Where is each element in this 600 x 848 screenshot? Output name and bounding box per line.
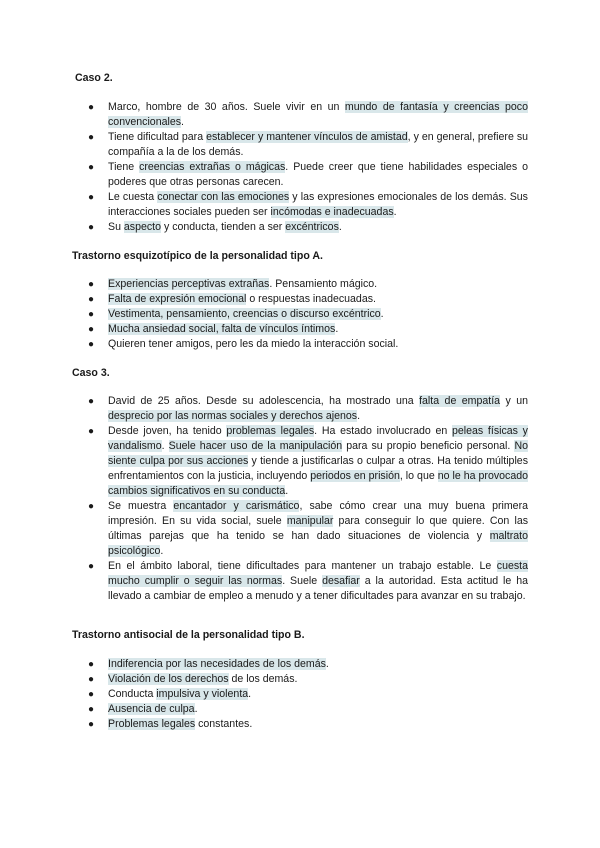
- bullet-icon: ●: [88, 309, 95, 320]
- bullet-icon: ●: [88, 501, 95, 512]
- bullet-icon: ●: [88, 689, 95, 700]
- bullet-icon: ●: [88, 132, 95, 143]
- bullet-icon: ●: [88, 396, 95, 407]
- bullet-icon: ●: [88, 704, 95, 715]
- bullet-icon: ●: [88, 674, 95, 685]
- highlighted-text: desprecio por las normas sociales y derechos ajenos: [108, 410, 358, 422]
- highlighted-text: Suele hacer uso de la manipulación: [168, 440, 343, 452]
- highlighted-text: Vestimenta, pensamiento, creencias o discurso excéntrico: [108, 308, 381, 320]
- list-item-text: Quieren tener amigos, pero les da miedo la interacción social.: [108, 338, 399, 350]
- highlighted-text: creencias extrañas o mágicas: [139, 161, 286, 173]
- bullet-icon: ●: [88, 162, 95, 173]
- highlighted-text: Indiferencia por las necesidades de los demás: [108, 658, 326, 670]
- list-item-text: para conseguir lo que quiere. Con las últimas parejas que ha tenido se han dado situaciones de violencia y: [108, 515, 529, 542]
- list-item-text: o respuestas inadecuadas.: [246, 293, 376, 305]
- highlighted-text: periodos en prisión: [310, 470, 400, 482]
- highlighted-text: falta de empatía: [419, 395, 501, 407]
- list-item-text: .: [393, 206, 397, 218]
- highlighted-text: aspecto: [123, 221, 162, 233]
- bullet-icon: ●: [88, 279, 95, 290]
- list-item: [86, 307, 528, 322]
- highlighted-text: peleas físicas y vandalismo: [108, 425, 528, 452]
- list-item: [86, 160, 528, 190]
- highlighted-text: manipular: [286, 515, 334, 527]
- list-item: [86, 499, 528, 559]
- highlighted-text: Mucha ansiedad social, falta de vínculos íntimos: [108, 323, 336, 335]
- list-item: [86, 130, 528, 160]
- list-item: [86, 394, 528, 424]
- list-item-text: .: [160, 545, 164, 557]
- highlighted-text: no le ha provocado cambios significativos en su conducta: [108, 470, 528, 497]
- highlighted-text: desafiar: [322, 575, 360, 587]
- highlighted-text: Ausencia de culpa: [108, 703, 195, 715]
- list-item-text: y tiende a justificarlas o culpar a otras. Ha tenido múltiples enfrentamientos con la justicia, incluyendo: [108, 455, 528, 482]
- list-item-text: .: [161, 440, 169, 452]
- disorder-a-heading: Trastorno esquizotípico de la personalidad tipo A.: [72, 250, 323, 262]
- list-item-text: , sabe cómo crear una muy buena primera impresión. En su vida social, suele: [108, 500, 528, 527]
- list-item-text: Se muestra: [108, 500, 174, 512]
- list-item-text: .: [285, 485, 289, 497]
- list-item-text: Conducta: [108, 688, 157, 700]
- list-item-text: . Suele: [282, 575, 323, 587]
- highlighted-text: No siente culpa por sus acciones: [108, 440, 528, 467]
- highlighted-text: incómodas e inadecuadas: [270, 206, 394, 218]
- case-3-heading: Caso 3.: [72, 367, 110, 379]
- list-item-text: constantes.: [195, 718, 253, 730]
- list-item-text: Tiene: [108, 161, 140, 173]
- highlighted-text: Problemas legales: [108, 718, 196, 730]
- bullet-icon: ●: [88, 339, 95, 350]
- list-item: [86, 559, 528, 604]
- list-item-text: , y en general, prefiere su compañía a la de los demás.: [108, 131, 529, 158]
- list-item-text: .: [338, 221, 342, 233]
- list-item: [86, 277, 528, 292]
- highlighted-text: maltrato psicológico: [108, 530, 528, 557]
- highlighted-text: mundo de fantasía y creencias poco convencionales: [108, 101, 528, 128]
- list-item: [86, 672, 528, 687]
- list-item: [86, 687, 528, 702]
- list-item-text: Tiene dificultad para: [108, 131, 207, 143]
- list-item: [86, 657, 528, 672]
- list-item-text: Desde joven, ha tenido: [108, 425, 227, 437]
- bullet-icon: ●: [88, 719, 95, 730]
- list-item: [86, 717, 528, 732]
- bullet-icon: ●: [88, 561, 95, 572]
- highlighted-text: establecer y mantener vínculos de amistad: [206, 131, 408, 143]
- highlighted-text: conectar con las emociones: [157, 191, 290, 203]
- list-item-text: .: [335, 323, 339, 335]
- list-item-text: . Ha estado involucrado en: [314, 425, 452, 437]
- list-item-text: , lo que: [399, 470, 438, 482]
- list-item-text: En el ámbito laboral, tiene dificultades para mantener un trabajo estable. Le: [108, 560, 497, 572]
- case-2-list: [86, 100, 528, 235]
- highlighted-text: cuesta mucho cumplir o seguir las normas: [108, 560, 528, 587]
- list-item: [86, 292, 528, 307]
- list-item-text: .: [325, 658, 329, 670]
- list-item-text: .: [357, 410, 361, 422]
- list-item-text: a la autoridad. Esta actitud le ha llevado a cambiar de empleo a menudo y a tener dificultades para avanzar en su trabajo.: [108, 575, 528, 602]
- list-item-text: .: [194, 703, 198, 715]
- bullet-icon: ●: [88, 102, 95, 113]
- case-3-list: [86, 394, 528, 604]
- list-item-text: y un: [500, 395, 528, 407]
- bullet-icon: ●: [88, 426, 95, 437]
- list-item-text: Le cuesta: [108, 191, 158, 203]
- list-item-text: .: [248, 688, 252, 700]
- disorder-b-list: [86, 657, 528, 732]
- case-2-heading: Caso 2.: [75, 72, 113, 84]
- bullet-icon: ●: [88, 192, 95, 203]
- disorder-b-heading: Trastorno antisocial de la personalidad tipo B.: [72, 629, 305, 641]
- list-item-text: . Puede creer que tiene habilidades especiales o poderes que otras personas carecen.: [108, 161, 528, 188]
- bullet-icon: ●: [88, 659, 95, 670]
- highlighted-text: excéntricos: [285, 221, 339, 233]
- bullet-icon: ●: [88, 294, 95, 305]
- list-item-text: .: [380, 308, 384, 320]
- disorder-a-list: [86, 277, 528, 352]
- list-item-text: . Pensamiento mágico.: [269, 278, 378, 290]
- list-item: [86, 424, 528, 499]
- list-item-text: de los demás.: [228, 673, 298, 685]
- list-item-text: y las expresiones emocionales de los demás. Sus interacciones sociales pueden ser: [108, 191, 528, 218]
- list-item-text: y conducta, tienden a ser: [161, 221, 286, 233]
- highlighted-text: problemas legales: [226, 425, 315, 437]
- list-item: [86, 702, 528, 717]
- list-item: [86, 322, 528, 337]
- list-item: [86, 190, 528, 220]
- highlighted-text: Falta de expresión emocional: [108, 293, 247, 305]
- list-item: [86, 337, 528, 352]
- bullet-icon: ●: [88, 324, 95, 335]
- list-item-text: .: [181, 116, 184, 128]
- list-item-text: Marco, hombre de 30 años. Suele vivir en un: [108, 101, 345, 113]
- highlighted-text: encantador y carismático: [173, 500, 300, 512]
- list-item-text: para su propio beneficio personal.: [342, 440, 515, 452]
- list-item-text: David de 25 años. Desde su adolescencia, ha mostrado una: [108, 395, 420, 407]
- list-item: [86, 220, 528, 235]
- highlighted-text: impulsiva y violenta: [156, 688, 249, 700]
- highlighted-text: Violación de los derechos: [108, 673, 229, 685]
- bullet-icon: ●: [88, 222, 95, 233]
- highlighted-text: Experiencias perceptivas extrañas: [108, 278, 270, 290]
- list-item: [86, 100, 528, 130]
- list-item-text: Su: [108, 221, 124, 233]
